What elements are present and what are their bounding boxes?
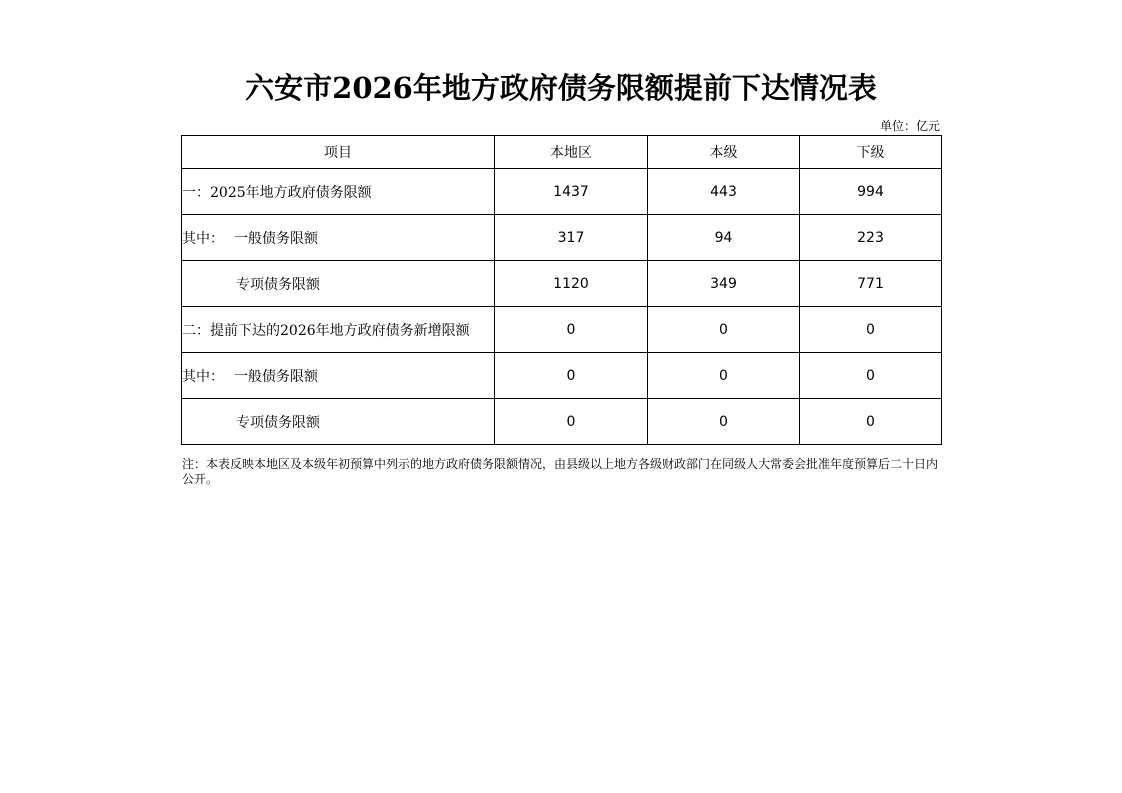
cell-region: 0 (495, 353, 648, 399)
cell-lower-level: 0 (800, 353, 942, 399)
cell-lower-level: 771 (800, 261, 942, 307)
column-header-region: 本地区 (495, 136, 648, 169)
column-header-item: 项目 (182, 136, 495, 169)
column-header-lower-level: 下级 (800, 136, 942, 169)
table-row (182, 261, 942, 307)
cell-region: 0 (495, 399, 648, 445)
unit-label: 单位：亿元 (879, 119, 940, 133)
row-label (182, 307, 495, 353)
cell-lower-level: 994 (800, 169, 942, 215)
row-label-text: 专项债务限额 (236, 414, 320, 431)
table-header-row (182, 136, 942, 169)
cell-own-level: 443 (648, 169, 800, 215)
table-row (182, 307, 942, 353)
row-label (182, 399, 495, 445)
table-row (182, 399, 942, 445)
cell-own-level: 349 (648, 261, 800, 307)
cell-own-level: 0 (648, 307, 800, 353)
row-label-text: 二：提前下达的2026年地方政府债务新增限额 (182, 322, 470, 339)
table-row (182, 353, 942, 399)
row-label (182, 353, 495, 399)
column-header-own-level: 本级 (648, 136, 800, 169)
cell-lower-level: 0 (800, 307, 942, 353)
page-title: 六安市2026年地方政府债务限额提前下达情况表 (245, 71, 877, 105)
row-label-text: 一般债务限额 (234, 230, 318, 247)
cell-own-level: 94 (648, 215, 800, 261)
footnote: 注：本表反映本地区及本级年初预算中列示的地方政府债务限额情况，由县级以上地方各级财政部门在同级人大常委会批准年度预算后二十日内公开。 (182, 457, 939, 486)
cell-own-level: 0 (648, 353, 800, 399)
table-row (182, 169, 942, 215)
row-label-text: 一般债务限额 (234, 368, 318, 385)
row-label (182, 169, 495, 215)
cell-lower-level: 223 (800, 215, 942, 261)
row-label-text: 一：2025年地方政府债务限额 (182, 184, 372, 201)
row-label (182, 215, 495, 261)
cell-region: 317 (495, 215, 648, 261)
row-label-text: 专项债务限额 (236, 276, 320, 293)
cell-lower-level: 0 (800, 399, 942, 445)
debt-limit-table (181, 135, 942, 445)
row-prefix: 其中： (182, 368, 224, 385)
cell-region: 0 (495, 307, 648, 353)
row-prefix: 其中： (182, 230, 224, 247)
cell-region: 1120 (495, 261, 648, 307)
cell-own-level: 0 (648, 399, 800, 445)
row-label (182, 261, 495, 307)
cell-region: 1437 (495, 169, 648, 215)
table-row (182, 215, 942, 261)
